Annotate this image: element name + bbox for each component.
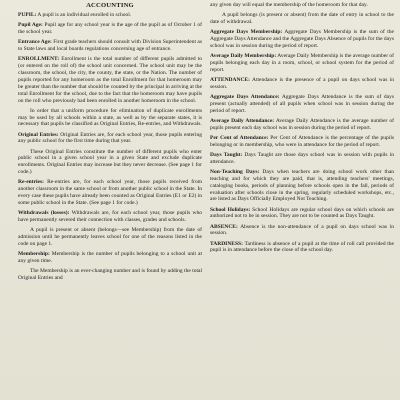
term-label: ABSENCE: (210, 223, 238, 230)
term-label: Re-entries: (18, 179, 44, 186)
paragraph (18, 149, 202, 177)
paragraph (18, 39, 202, 53)
term-label: TARDINESS: (210, 240, 243, 247)
paragraph-text: Average Daily Membership is the average number of pupils belonging each day in a room, school, or school system for the period of report. (210, 53, 395, 73)
paragraph-text: Membership is the number of pupils belonging to a school unit at any given time. (18, 251, 202, 264)
paragraph-text: Pupil age for any school year is the age of the pupil as of October 1 of the school year. (18, 22, 202, 35)
paragraph (18, 210, 202, 224)
term-label: Original Entries: (18, 131, 59, 138)
paragraph (210, 135, 394, 149)
paragraph (18, 108, 202, 129)
paragraph-text: A pupil belongs (is present or absent) from the date of entry in school to the date of withdrawal. (210, 12, 394, 25)
paragraph-text: A pupil is an individual enrolled in school. (36, 12, 132, 18)
term-label: Average Daily Attendance: (210, 117, 275, 124)
paragraph-text: These Original Entries constitute the number of different pupils who enter public school in a given school year in a given State and exclude duplicate enrollments. Original Entries may increase but they never decrease. (See page 1 for code.) (18, 148, 202, 176)
paragraph-text: Original Entries are, for each school year, those pupils entering any public school for the first time during that year. (18, 131, 202, 145)
term-label: Membership: (18, 251, 50, 258)
left-paragraphs (18, 12, 202, 282)
paragraph (18, 227, 202, 248)
term-label: Days Taught: (210, 151, 243, 158)
paragraph-text: Attendance is the presence of a pupil on days school was in session. (210, 76, 394, 90)
term-label: ATTENDANCE: (210, 76, 250, 83)
paragraph-text: Per Cent of Attendance is the percentage of the pupils belonging or in membership, who were in attendance for the period of report. (210, 134, 394, 148)
paragraph (210, 77, 394, 91)
paragraph (18, 22, 202, 36)
left-column (18, 2, 202, 400)
paragraph (210, 224, 394, 238)
paragraph-text: Days Taught are those days school was in session with pupils in attendance. (210, 151, 394, 165)
paragraph-text: In order that a uniform procedure for elimination of duplicate enrollments may be used by all schools within a state, as well as by the separate states, it is necessary that pupils be classified as Original Entries, Re-entries, and Withdrawals. (18, 107, 202, 128)
term-label: PUPIL: (18, 12, 37, 18)
right-column (210, 2, 394, 400)
paragraph (210, 12, 394, 26)
paragraph-text: Re-entries are, for each school year, those pupils received from another classroom in the same school or from another public school in the State. In every case these pupils have already been counted as Original Entries (E1 or E2) in some public school in the State. (See page 1 for code.) (18, 179, 202, 207)
term-label: Aggregate Days Attendance: (210, 93, 280, 100)
paragraph (210, 169, 394, 204)
term-label: Per Cent of Attendance: (210, 134, 269, 141)
paragraph-text: Absence is the non-attendance of a pupil on days school was in session. (210, 223, 394, 237)
paragraph (210, 53, 394, 74)
paragraph-text: Days when teachers are doing school work other than teaching and for which they are paid, that is, attending teachers' meetings, cataloging books, periods of planning before schools open in the fall, periods of evaluation after schools close in the spring, regularly scheduled workshops, etc., are listed as Days Officially Employed Not Teaching. (210, 168, 395, 203)
paragraph (18, 268, 202, 282)
term-label: Withdrawals (losses): (18, 210, 70, 217)
paragraph-text: The Membership is an ever-changing number and is found by adding the total Original Entries and (18, 268, 202, 281)
paragraph-text: Tardiness is absence of a pupil at the time of roll call provided the pupil is in attendance before the close of the school day. (210, 240, 394, 254)
paragraph (210, 29, 394, 50)
term-label: Pupil Age: (18, 22, 43, 29)
paragraph-text: Withdrawals are, for each school year, those pupils who have permanently severed their connection with classes, grades and schools. (18, 210, 202, 224)
paragraph (18, 12, 202, 19)
paragraph-text: any given day will equal the membership of the homeroom for that day. (210, 2, 368, 8)
right-paragraphs (210, 2, 394, 254)
term-label: Entrance Age: (18, 39, 52, 46)
paragraph-text: Average Daily Attendance is the average number of pupils present each day school was in session during the period of report. (210, 117, 394, 131)
paragraph (18, 132, 202, 146)
paragraph-text: First grade teachers should consult with Division Superintendent as to State laws and local boards regulations concerning age of entrance. (18, 39, 202, 52)
term-label: Non-Teaching Days: (210, 168, 260, 175)
paragraph-text: Aggregate Days Membership is the sum of the Aggregate Days Attendance and the Aggregate Days Absence of pupils for the days school was in session during the period of report. (210, 29, 394, 49)
paragraph (210, 207, 394, 221)
paragraph (210, 118, 394, 132)
paragraph (210, 2, 394, 9)
paragraph (210, 94, 394, 115)
paragraph-text: Enrollment is the total number of different pupils admitted to (or entered on the roll of) the school unit concerned. The school unit may be the classroom, the school, the city, the county, the state, or the Nation. The number of pupils reported for any homeroom as the total Enrollment for that homeroom may be greater than the number that should be counted by the principal in arriving at the total Enrollment for the school, due to the fact that the homeroom may have pupils on the roll who previously had been enrolled in another homeroom in the school. (18, 56, 202, 104)
term-label: Average Daily Membership: (210, 53, 277, 59)
term-label: Aggregate Days Membership: (210, 29, 283, 36)
page-heading: ACCOUNTING (86, 2, 134, 9)
paragraph (18, 179, 202, 207)
paragraph (210, 241, 394, 255)
paragraph (210, 152, 394, 166)
paragraph (18, 56, 202, 104)
term-label: School Holidays: (210, 206, 251, 213)
term-label: ENROLLMENT: (18, 56, 60, 63)
paragraph (18, 251, 202, 265)
paragraph-text: Aggregate Days Attendance is the sum of days present (actually attended) of all pupils when school was in session during the period of report. (210, 93, 394, 114)
paragraph-text: School Holidays are regular school days on which schools are authorized not to be in session. They are not to be counted as Days Taught. (210, 206, 394, 220)
paragraph-text: A pupil is present or absent (belongs—see Membership) from the date of admission until he permanently leaves school for one of the reasons listed in the code on page 1. (18, 227, 202, 247)
